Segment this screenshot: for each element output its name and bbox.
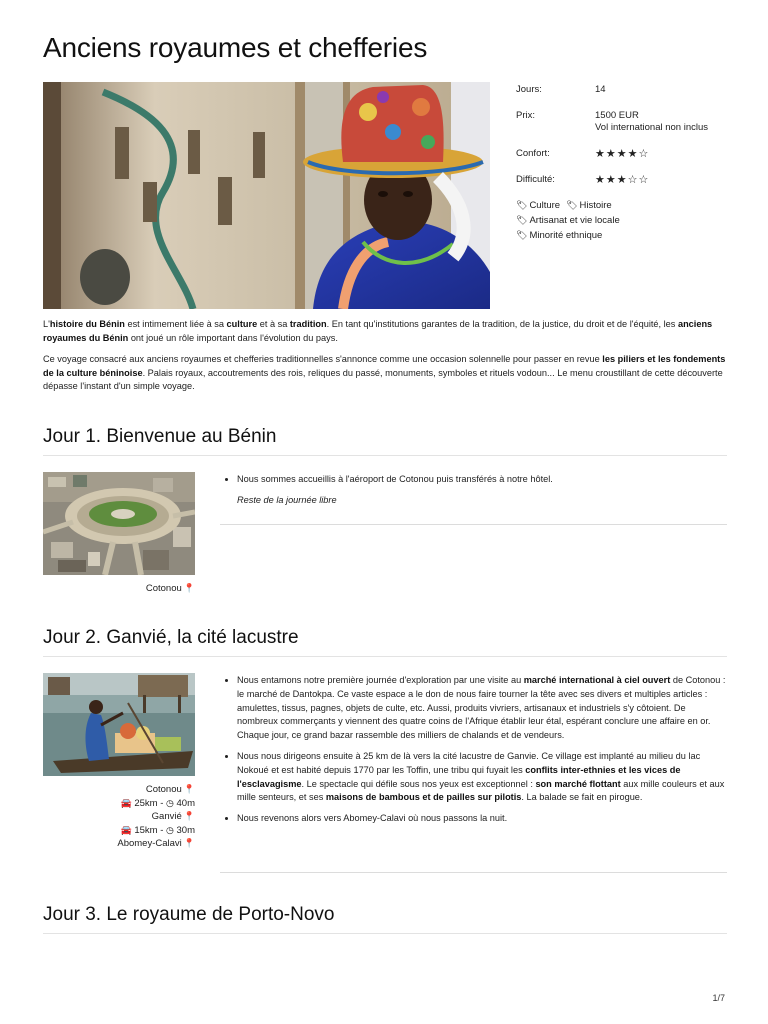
- car-icon: 🚘: [120, 824, 132, 835]
- emphasis-text: marché international à ciel ouvert: [523, 675, 671, 685]
- emphasis-text: anciens royaumes du Bénin: [43, 319, 713, 343]
- tag-artisanat: 🏷 Artisanat et vie locale: [516, 215, 620, 226]
- emphasis-text: son marché flottant: [535, 778, 621, 789]
- map-pin-icon: 📍: [183, 784, 195, 794]
- day-1-list: [220, 473, 727, 487]
- day-2-list: [220, 674, 727, 826]
- day-2-title: Jour 2. Ganvié, la cité lacustre: [43, 627, 299, 648]
- intro-paragraph-1: L'histoire du Bénin est intimement liée à sa culture et à sa tradition. En tant qu'institutions garantes de la tradition, de la justice, du droit et de l'équité, les anciens royaumes du Bénin ont joué un rôle important dans l'évolution du pays.: [43, 319, 713, 343]
- difficulty-label: Difficulté:: [516, 174, 555, 185]
- price-row: [516, 110, 727, 134]
- list-item: • Nous sommes accueillis à l'aéroport de Cotonou puis transférés à notre hôtel.: [237, 473, 727, 487]
- page-number: 1/7: [712, 993, 725, 1003]
- day-1-body: [220, 473, 727, 508]
- tags-list: [516, 198, 727, 243]
- chief-photo-illustration: [43, 82, 490, 309]
- map-pin-icon: 📍: [183, 838, 195, 848]
- tag-icon: 🏷: [516, 230, 528, 240]
- tag-icon: 🏷: [516, 200, 528, 210]
- day-2-route: [43, 783, 195, 851]
- day-3-divider: [43, 933, 727, 934]
- day-1-route: [43, 582, 195, 596]
- emphasis-text: histoire du Bénin: [49, 319, 125, 329]
- route-leg: 🚘 15km - ◷ 30m: [120, 824, 195, 836]
- intro-paragraph-2: Ce voyage consacré aux anciens royaumes et chefferies traditionnelles s'annonce comme une occasion solennelle pour passer en revue les piliers et les fondements de la culture béninoise. Palais royaux, accoutrements des rois, reliques du passé, monuments, symboles et rituels vodoun... Le menu croustillant de cette découverte dépasse l'instant d'un simple voyage.: [43, 354, 726, 391]
- price-value: 1500 EUR: [595, 110, 639, 121]
- tag-minorite: 🏷 Minorité ethnique: [516, 230, 603, 241]
- day-2-body: [220, 674, 727, 833]
- emphasis-text: les piliers et les fondements de la culture béninoise: [43, 354, 726, 378]
- page-title: Anciens royaumes et chefferies: [43, 32, 428, 63]
- comfort-row: [516, 148, 727, 160]
- days-value: 14: [595, 84, 606, 95]
- day-2-divider: [43, 656, 727, 657]
- trip-info-panel: [516, 84, 727, 243]
- map-pin-icon: 📍: [183, 583, 195, 593]
- emphasis-text: conflits inter-ethnies et les vices de l'esclavagisme: [237, 764, 681, 789]
- comfort-label: Confort:: [516, 148, 550, 159]
- emphasis-text: tradition: [289, 319, 327, 329]
- map-pin-icon: 📍: [183, 811, 195, 821]
- route-stop: Abomey-Calavi 📍: [117, 838, 195, 849]
- page: [43, 0, 727, 1024]
- days-row: [516, 84, 727, 96]
- day-1-divider: [43, 455, 727, 456]
- clock-icon: ◷: [166, 797, 174, 808]
- day-1-photo: [43, 472, 195, 575]
- tag-histoire: 🏷 Histoire: [566, 200, 612, 211]
- day-1-body-divider: [220, 524, 727, 525]
- price-note: Vol international non inclus: [595, 122, 709, 133]
- tag-culture: 🏷 Culture: [516, 200, 561, 211]
- car-icon: 🚘: [120, 797, 132, 808]
- cotonou-aerial-illustration: [43, 472, 195, 575]
- emphasis-text: maisons de bambous et de pailles sur pilotis: [325, 792, 522, 803]
- difficulty-row: [516, 174, 727, 186]
- hero-photo: [43, 82, 490, 309]
- route-stop: Cotonou 📍: [145, 784, 195, 795]
- days-label: Jours:: [516, 84, 542, 95]
- price-value-group: [595, 110, 727, 134]
- difficulty-stars: ★★★☆☆: [595, 174, 650, 186]
- ganvie-boat-illustration: [43, 673, 195, 776]
- clock-icon: ◷: [166, 824, 174, 835]
- day-2-body-divider: [220, 872, 727, 873]
- comfort-stars: ★★★★☆: [595, 148, 650, 160]
- route-stop: Ganvié 📍: [151, 811, 195, 822]
- day-1-note: Reste de la journée libre: [237, 494, 337, 505]
- day-2-photo: [43, 673, 195, 776]
- route-stop: Cotonou 📍: [145, 583, 195, 594]
- tag-icon: 🏷: [516, 215, 528, 225]
- day-3-title: Jour 3. Le royaume de Porto-Novo: [43, 904, 335, 925]
- day-1-title: Jour 1. Bienvenue au Bénin: [43, 426, 277, 447]
- price-label: Prix:: [516, 110, 535, 121]
- list-item: • Nous nous dirigeons ensuite à 25 km de là vers la cité lacustre de Ganvie. Ce village est implanté au milieu du lac Nokoué et est habité depuis 1770 par les Toffin, une tribu qui fuyait les conflits inter-ethnies et les vices de l'esclavagisme. Le spectacle qui défile sous nos yeux est exceptionnel : son marché flottant aux mille couleurs et aux mille senteurs, et ses maisons de bambous et de pailles sur pilotis. La balade se fait en pirogue.: [237, 750, 727, 805]
- list-item: • Nous entamons notre première journée d'exploration par une visite au marché international à ciel ouvert de Cotonou : le marché de Dantokpa. Ce vaste espace a le don de nous faire tourner la tête avec ses divers et multiples articles : amulettes, tissus, pagnes, objets de culte, etc. Aussi, produits vivriers, artisanaux et industriels s'y côtoient. De nombreux commerçants y viennent des quatre coins de l'Afrique établir leur étal, espérant conclure une affaire en or. Chaque jour, ce grand bazar rassemble des milliers de chalands et de vendeurs.: [237, 674, 727, 743]
- route-leg: 🚘 25km - ◷ 40m: [120, 797, 195, 809]
- emphasis-text: culture: [226, 319, 258, 329]
- tag-icon: 🏷: [566, 200, 578, 210]
- list-item: • Nous revenons alors vers Abomey-Calavi où nous passons la nuit.: [237, 812, 727, 826]
- intro-text: [43, 318, 727, 402]
